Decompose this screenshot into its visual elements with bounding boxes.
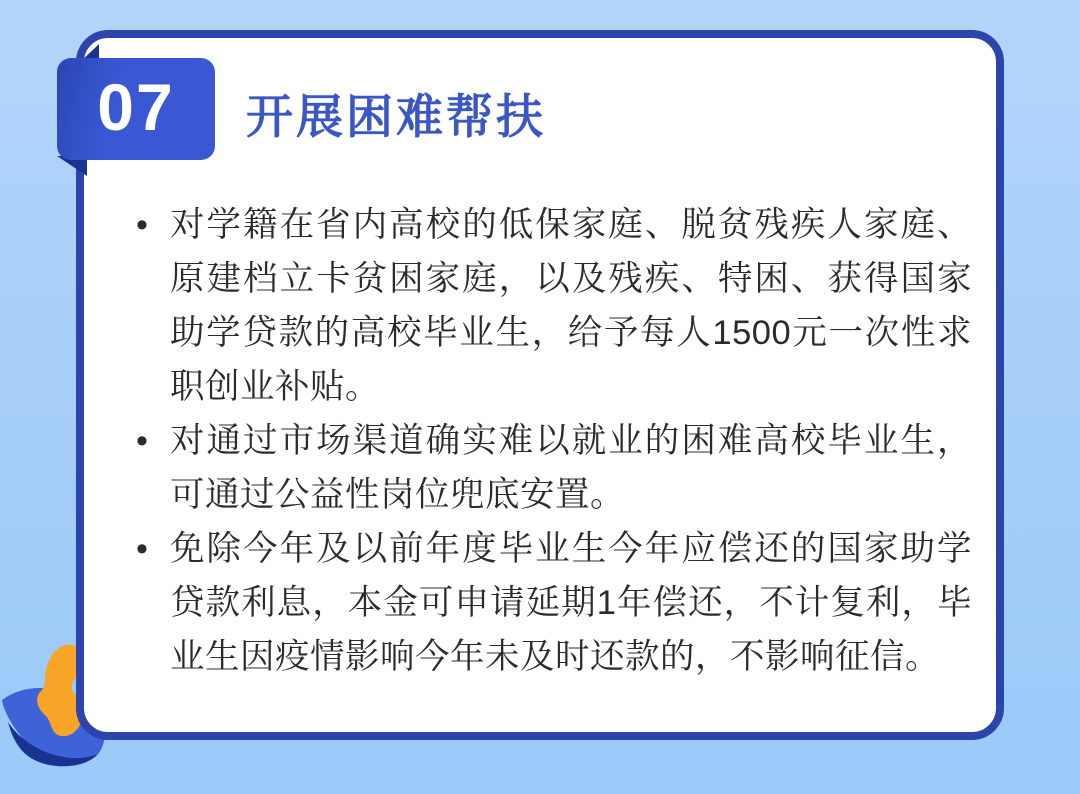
list-item (136, 414, 972, 522)
section-title: 开展困难帮扶 (246, 90, 546, 143)
section-number-badge (57, 58, 215, 160)
list-item (136, 522, 972, 684)
section-number: 07 (97, 70, 175, 144)
bullet-dot: • (136, 206, 148, 244)
bullet-text: 对学籍在省内高校的低保家庭、脱贫残疾人家庭、原建档立卡贫困家庭，以及残疾、特困、获得国家助学贷款的高校毕业生，给予每人1500元一次性求职创业补贴。 (170, 206, 972, 406)
policy-bullet-list (136, 198, 972, 684)
bullet-dot: • (136, 530, 148, 568)
bullet-text: 对通过市场渠道确实难以就业的困难高校毕业生，可通过公益性岗位兜底安置。 (170, 422, 972, 514)
list-item (136, 198, 972, 414)
bullet-text: 免除今年及以前年度毕业生今年应偿还的国家助学贷款利息，本金可申请延期1年偿还，不计复利，毕业生因疫情影响今年未及时还款的，不影响征信。 (170, 530, 972, 676)
bullet-dot: • (136, 422, 148, 460)
